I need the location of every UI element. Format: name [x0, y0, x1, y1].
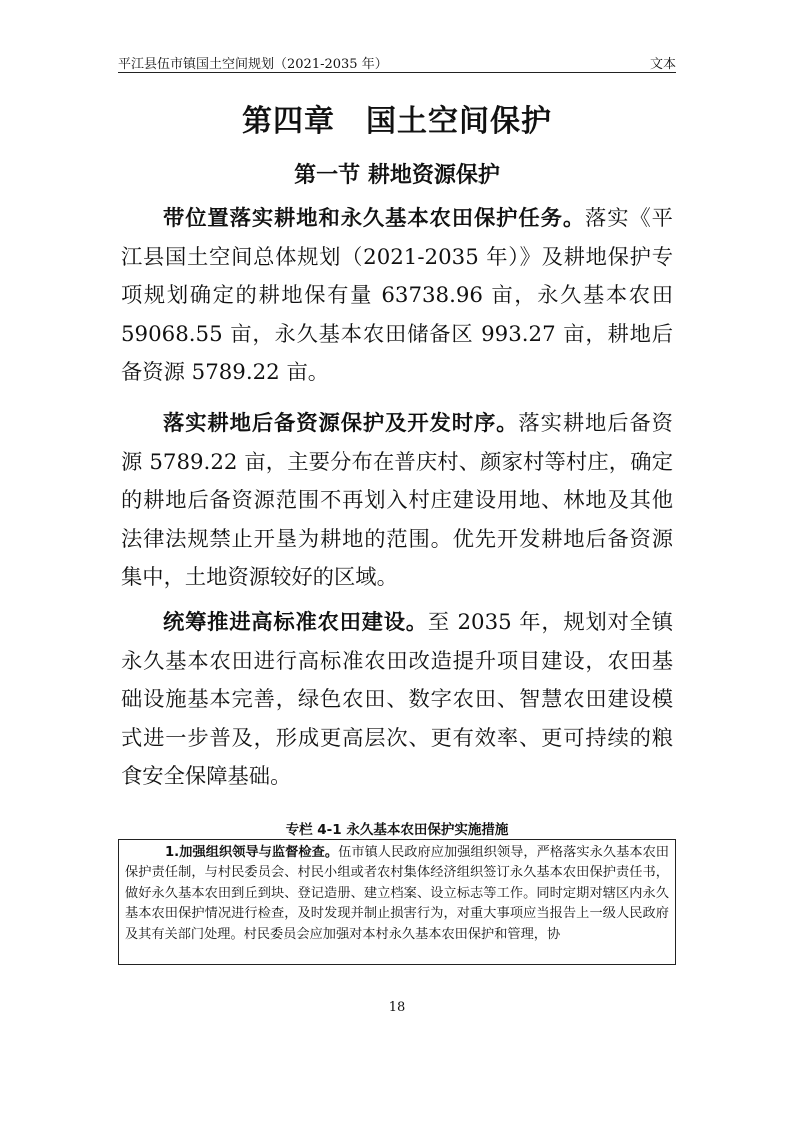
paragraph-high-standard-farmland [121, 604, 673, 797]
paragraph-farmland-protection-task [121, 200, 673, 393]
header-divider [118, 72, 676, 73]
header-document-type: 文本 [649, 57, 676, 72]
paragraph-body: 落实耕地后备资源 5789.22 亩，主要分布在普庆村、颜家村等村庄，确定的耕地后备资源范围不再划入村庄建设用地、林地及其他法律法规禁止开垦为耕地的范围。优先开发耕地后备资源集中，土地资源较好的区域。 [121, 411, 673, 590]
paragraph-reserve-resources [121, 405, 673, 598]
box-lead: 1.加强组织领导与监督检查。 [165, 845, 339, 860]
box-body: 伍市镇人民政府应加强组织领导，严格落实永久基本农田保护责任制，与村民委员会、村民小组或者农村集体经济组织签订永久基本农田保护责任书，做好永久基本农田到丘到块、登记造册、建立档案、设立标志等工作。同时定期对辖区内永久基本农田保护情况进行检查，及时发现并制止损害行为，对重大事项应当报告上一级人民政府及其有关部门处理。村民委员会应加强对本村永久基本农田保护和管理，协 [125, 845, 669, 942]
box-title: 专栏 4-1 永久基本农田保护实施措施 [285, 822, 509, 838]
chapter-title: 第四章 国土空间保护 [242, 104, 552, 139]
page-number: 18 [388, 1000, 406, 1015]
measures-box [118, 839, 676, 965]
header-document-title: 平江县伍市镇国土空间规划（2021-2035 年） [118, 57, 388, 72]
paragraph-lead: 统筹推进高标准农田建设。 [163, 610, 428, 635]
section-title: 第一节 耕地资源保护 [294, 163, 500, 188]
paragraph-lead: 落实耕地后备资源保护及开发时序。 [163, 411, 519, 436]
paragraph-lead: 带位置落实耕地和永久基本农田保护任务。 [163, 206, 586, 231]
paragraph-body: 落实《平江县国土空间总体规划（2021-2035 年）》及耕地保护专项规划确定的耕地保有量 63738.96 亩，永久基本农田 59068.55 亩，永久基本农田储备区 993.27 亩，耕地后备资源 5789.22 亩。 [121, 206, 673, 385]
paragraph-body: 至 2035 年，规划对全镇永久基本农田进行高标准农田改造提升项目建设，农田基础设施基本完善，绿色农田、数字农田、智慧农田建设模式进一步普及，形成更高层次、更有效率、更可持续的粮食安全保障基础。 [121, 610, 673, 789]
box-paragraph [119, 840, 675, 945]
